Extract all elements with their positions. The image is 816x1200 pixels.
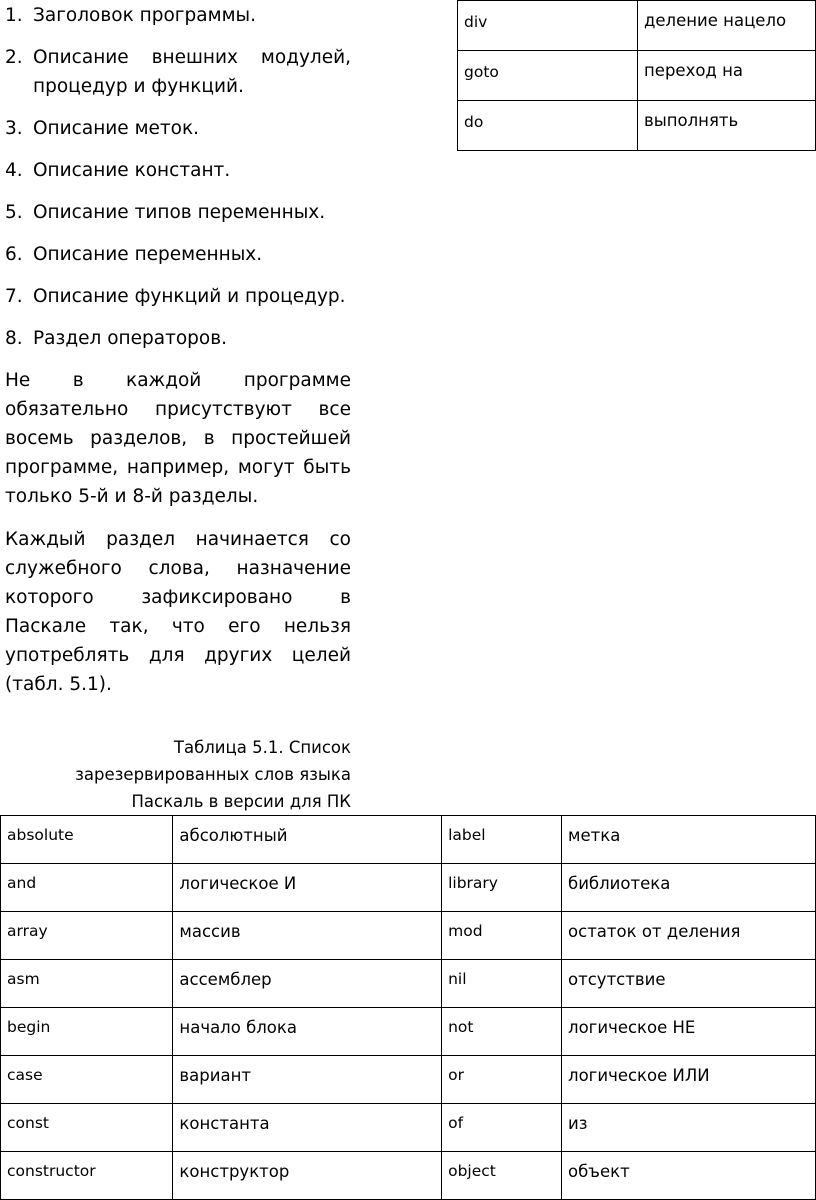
list-item-text: Описание типов переменных. — [33, 202, 326, 223]
reserved-word-cell: or — [442, 1056, 562, 1104]
reserved-word-cell: object — [442, 1152, 562, 1200]
paragraph-reserved-words: Каждый раздел начинается со служебного слова, назначение которого зафиксировано в Паскале так, что его нельзя употреблять для других целей (табл. 5.1). — [5, 529, 351, 695]
list-item-text: Описание меток. — [33, 118, 200, 139]
meaning-cell: массив — [173, 912, 442, 960]
table-row — [458, 51, 816, 101]
caption-line: Таблица 5.1. Список — [173, 738, 351, 757]
list-item — [5, 282, 351, 311]
list-item-text: Заголовок программы. — [33, 5, 257, 26]
reserved-word-cell: label — [442, 816, 562, 864]
meaning-cell: начало блока — [173, 1008, 442, 1056]
list-item-number: 6. — [5, 244, 23, 265]
reserved-word-cell: goto — [458, 51, 638, 101]
reserved-word-cell: nil — [442, 960, 562, 1008]
list-item-text: Описание функций и процедур. — [33, 286, 346, 307]
list-item — [5, 324, 351, 353]
list-item-text: Описание констант. — [33, 160, 231, 181]
meaning-cell: остаток от деления — [562, 912, 816, 960]
list-item — [5, 1, 351, 30]
list-item — [5, 43, 351, 101]
meaning-cell: выполнять — [638, 101, 816, 151]
reserved-word-cell: mod — [442, 912, 562, 960]
table-row — [1, 1152, 816, 1200]
program-sections-list — [5, 1, 351, 353]
list-item — [5, 156, 351, 185]
reserved-word-cell: div — [458, 1, 638, 51]
list-item-number: 7. — [5, 286, 23, 307]
meaning-cell: деление нацело — [638, 1, 816, 51]
table-row — [1, 1104, 816, 1152]
list-item-text: Описание внешних модулей, процедур и функций. — [33, 47, 351, 97]
meaning-cell: отсутствие — [562, 960, 816, 1008]
reserved-word-cell: do — [458, 101, 638, 151]
paragraph-sections-optional: Не в каждой программе обязательно присутствуют все восемь разделов, в простейшей программе, например, могут быть только 5-й и 8-й разделы. — [5, 370, 351, 507]
list-item-text: Описание переменных. — [33, 244, 263, 265]
list-item-number: 8. — [5, 328, 23, 349]
reserved-word-cell: not — [442, 1008, 562, 1056]
meaning-cell: метка — [562, 816, 816, 864]
reserved-word-cell: constructor — [1, 1152, 173, 1200]
list-item-text: Раздел операторов. — [33, 328, 228, 349]
reserved-word-cell: absolute — [1, 816, 173, 864]
table-row — [458, 101, 816, 151]
meaning-cell: объект — [562, 1152, 816, 1200]
reserved-word-cell: of — [442, 1104, 562, 1152]
reserved-words-table-continuation — [457, 0, 816, 151]
reserved-word-cell: and — [1, 864, 173, 912]
list-item — [5, 198, 351, 227]
reserved-word-cell: begin — [1, 1008, 173, 1056]
table-row — [1, 960, 816, 1008]
list-item-number: 3. — [5, 118, 23, 139]
list-item-number: 2. — [5, 47, 23, 68]
reserved-word-cell: asm — [1, 960, 173, 1008]
list-item-number: 1. — [5, 5, 23, 26]
table-row — [1, 816, 816, 864]
meaning-cell: конструктор — [173, 1152, 442, 1200]
meaning-cell: вариант — [173, 1056, 442, 1104]
meaning-cell: из — [562, 1104, 816, 1152]
caption-line: зарезервированных слов языка — [75, 765, 351, 784]
table-row — [458, 1, 816, 51]
meaning-cell: логическое НЕ — [562, 1008, 816, 1056]
list-item-number: 4. — [5, 160, 23, 181]
reserved-word-cell: library — [442, 864, 562, 912]
meaning-cell: библиотека — [562, 864, 816, 912]
meaning-cell: переход на — [638, 51, 816, 101]
list-item-number: 5. — [5, 202, 23, 223]
reserved-word-cell: case — [1, 1056, 173, 1104]
table-row — [1, 864, 816, 912]
list-item — [5, 240, 351, 269]
list-item — [5, 114, 351, 143]
caption-line: Паскаль в версии для ПК — [131, 792, 351, 811]
meaning-cell: ассемблер — [173, 960, 442, 1008]
meaning-cell: абсолютный — [173, 816, 442, 864]
table-caption — [40, 734, 351, 815]
meaning-cell: логическое ИЛИ — [562, 1056, 816, 1104]
meaning-cell: логическое И — [173, 864, 442, 912]
reserved-words-table — [0, 815, 816, 1200]
reserved-word-cell: array — [1, 912, 173, 960]
main-text-column — [5, 0, 351, 713]
table-row — [1, 1008, 816, 1056]
table-row — [1, 1056, 816, 1104]
table-row — [1, 912, 816, 960]
reserved-word-cell: const — [1, 1104, 173, 1152]
meaning-cell: константа — [173, 1104, 442, 1152]
